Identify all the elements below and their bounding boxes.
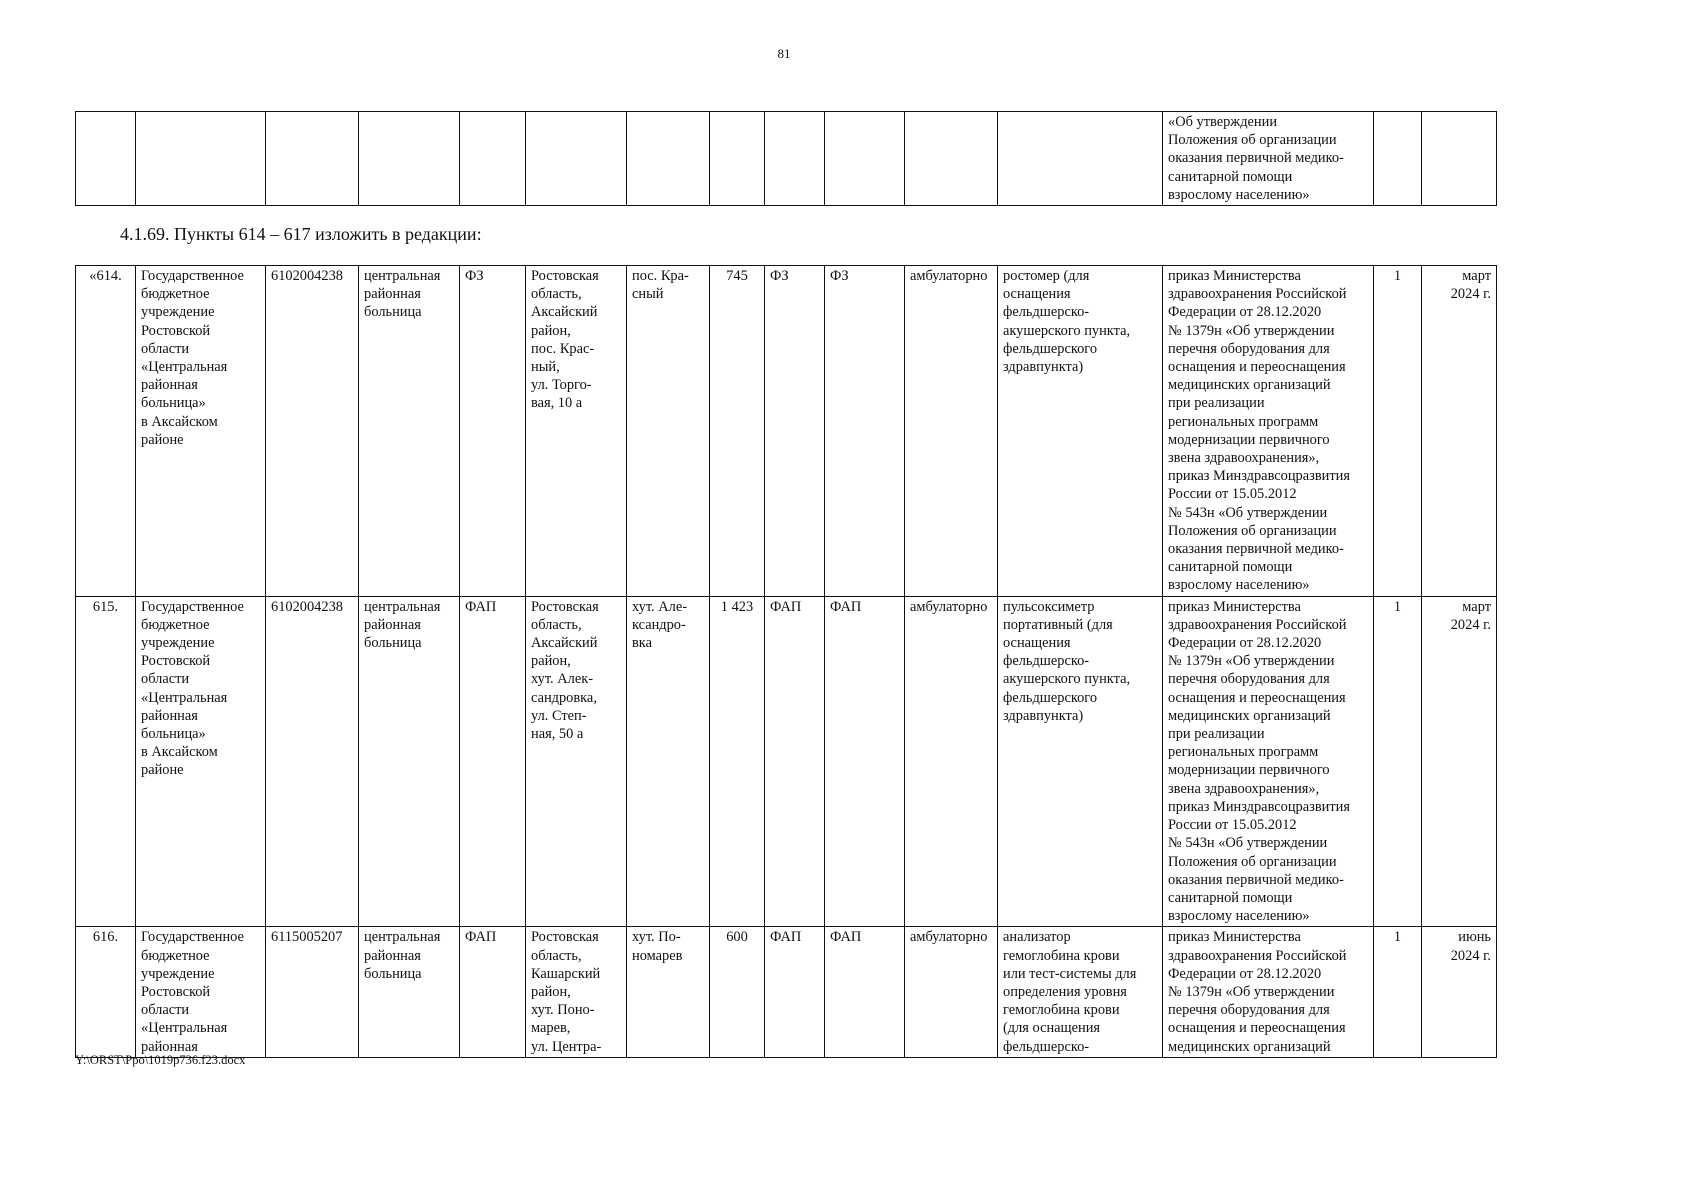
org-type-cell: центральная районная больница (359, 266, 460, 597)
table-cell (359, 112, 460, 206)
organization-cell: Государственное бюджетное учреждение Ростовской области «Центральная районная (136, 927, 266, 1057)
population-cell: 745 (710, 266, 765, 597)
unit-type-cell-3: ФЗ (825, 266, 905, 597)
row-number-cell: «614. (76, 266, 136, 597)
table-row (76, 112, 1497, 206)
table-cell (266, 112, 359, 206)
row-number-cell: 615. (76, 596, 136, 927)
legal-basis-cell: приказ Министерства здравоохранения Российской Федерации от 28.12.2020 № 1379н «Об утверждении перечня оборудования для оснащения и переоснащения медицинских организаций при реализации региональных программ модернизации первичного звена здравоохранения», приказ Минздравсоцразвития России от 15.05.2012 № 543н «Об утверждении Положения об организации оказания первичной медико- санитарной помощи взрослому населению» (1163, 596, 1374, 927)
address-cell: Ростовская область, Аксайский район, хут. Алек- сандровка, ул. Степ- ная, 50 а (526, 596, 627, 927)
continuation-table (75, 111, 1497, 206)
table-cell (76, 112, 136, 206)
unit-type-cell-3: ФАП (825, 596, 905, 927)
table-row (76, 927, 1497, 1057)
main-table (75, 265, 1497, 1058)
quantity-cell: 1 (1374, 266, 1422, 597)
org-type-cell: центральная районная больница (359, 596, 460, 927)
table-row (76, 596, 1497, 927)
table-row (76, 266, 1497, 597)
org-type-cell: центральная районная больница (359, 927, 460, 1057)
table-cell (460, 112, 526, 206)
legal-basis-cell: «Об утверждении Положения об организации оказания первичной медико- санитарной помощи взрослому населению» (1163, 112, 1374, 206)
care-type-cell: амбулаторно (905, 266, 998, 597)
table-cell (627, 112, 710, 206)
table-cell (136, 112, 266, 206)
table-cell (710, 112, 765, 206)
population-cell: 1 423 (710, 596, 765, 927)
file-path: Y:\ORST\Ppo\1019p736.f23.docx (75, 1053, 246, 1067)
unit-type-cell: ФЗ (460, 266, 526, 597)
unit-type-cell-2: ФАП (765, 596, 825, 927)
settlement-cell: хут. По- номарев (627, 927, 710, 1057)
care-type-cell: амбулаторно (905, 927, 998, 1057)
unit-type-cell-2: ФЗ (765, 266, 825, 597)
inn-cell: 6115005207 (266, 927, 359, 1057)
table-cell (998, 112, 1163, 206)
table-cell (526, 112, 627, 206)
address-cell: Ростовская область, Кашарский район, хут. Поно- марев, ул. Центра- (526, 927, 627, 1057)
table-cell (905, 112, 998, 206)
quantity-cell: 1 (1374, 927, 1422, 1057)
section-heading: 4.1.69. Пункты 614 – 617 изложить в редакции: (120, 224, 482, 244)
equipment-cell: ростомер (для оснащения фельдшерско- акушерского пункта, фельдшерского здравпункта) (998, 266, 1163, 597)
unit-type-cell: ФАП (460, 596, 526, 927)
organization-cell: Государственное бюджетное учреждение Ростовской области «Центральная районная больница» в Аксайском районе (136, 596, 266, 927)
care-type-cell: амбулаторно (905, 596, 998, 927)
address-cell: Ростовская область, Аксайский район, пос. Крас- ный, ул. Торго- вая, 10 а (526, 266, 627, 597)
equipment-cell: анализатор гемоглобина крови или тест-системы для определения уровня гемоглобина крови (для оснащения фельдшерско- (998, 927, 1163, 1057)
unit-type-cell: ФАП (460, 927, 526, 1057)
inn-cell: 6102004238 (266, 266, 359, 597)
row-number-cell: 616. (76, 927, 136, 1057)
population-cell: 600 (710, 927, 765, 1057)
table-cell (765, 112, 825, 206)
inn-cell: 6102004238 (266, 596, 359, 927)
settlement-cell: пос. Кра- сный (627, 266, 710, 597)
table-cell (1374, 112, 1422, 206)
organization-cell: Государственное бюджетное учреждение Ростовской области «Центральная районная больница» в Аксайском районе (136, 266, 266, 597)
date-cell: март 2024 г. (1422, 266, 1497, 597)
table-cell (825, 112, 905, 206)
unit-type-cell-2: ФАП (765, 927, 825, 1057)
date-cell: июнь 2024 г. (1422, 927, 1497, 1057)
settlement-cell: хут. Але- ксандро- вка (627, 596, 710, 927)
quantity-cell: 1 (1374, 596, 1422, 927)
legal-basis-cell: приказ Министерства здравоохранения Российской Федерации от 28.12.2020 № 1379н «Об утверждении перечня оборудования для оснащения и переоснащения медицинских организаций при реализации региональных программ модернизации первичного звена здравоохранения», приказ Минздравсоцразвития России от 15.05.2012 № 543н «Об утверждении Положения об организации оказания первичной медико- санитарной помощи взрослому населению» (1163, 266, 1374, 597)
date-cell: март 2024 г. (1422, 596, 1497, 927)
table-cell (1422, 112, 1497, 206)
page-number: 81 (777, 46, 791, 61)
unit-type-cell-3: ФАП (825, 927, 905, 1057)
equipment-cell: пульсоксиметр портативный (для оснащения фельдшерско- акушерского пункта, фельдшерского здравпункта) (998, 596, 1163, 927)
legal-basis-cell: приказ Министерства здравоохранения Российской Федерации от 28.12.2020 № 1379н «Об утверждении перечня оборудования для оснащения и переоснащения медицинских организаций (1163, 927, 1374, 1057)
